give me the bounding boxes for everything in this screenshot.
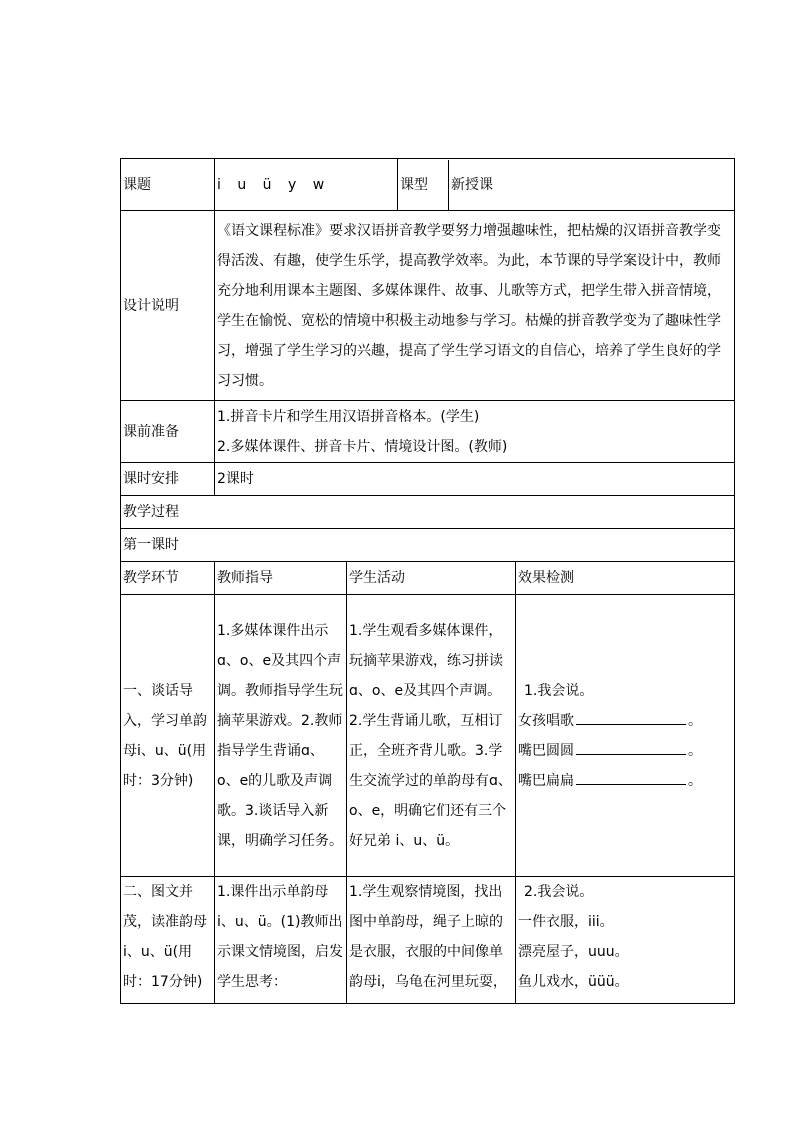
lesson-title-row	[121, 529, 735, 562]
type-cell	[398, 159, 735, 211]
topic-label: 课题	[121, 159, 215, 211]
check-cell	[516, 877, 735, 1004]
student-cell: 1.学生观看多媒体课件，玩摘苹果游戏，练习拼读ɑ、o、e及其四个声调。2.学生背诵儿歌，互相订正，全班齐背儿歌。3.学生交流学过的单韵母有ɑ、o、e，明确它们还有三个好兄弟 i、u、ü。	[347, 595, 516, 877]
check-title: 2.我会说。	[524, 884, 594, 900]
table-row	[121, 595, 735, 877]
check-item: 女孩唱歌 。	[518, 706, 732, 736]
schedule-label: 课时安排	[121, 463, 215, 496]
lesson-title: 第一课时	[121, 529, 735, 562]
column-header: 学生活动	[347, 562, 516, 595]
table-row	[121, 877, 735, 1004]
prep-item: 2.多媒体课件、拼音卡片、情境设计图。(教师)	[217, 438, 508, 455]
schedule-row	[121, 463, 735, 496]
process-title-row	[121, 496, 735, 529]
column-header: 效果检测	[516, 562, 735, 595]
column-header-row	[121, 562, 735, 595]
check-item: 嘴巴扁扁 。	[518, 766, 732, 796]
check-title: 1.我会说。	[524, 682, 594, 699]
teacher-cell: 1.课件出示单韵母i、u、ü。(1)教师出示课文情境图，启发学生思考：	[215, 877, 347, 1004]
check-line: 一件衣服，iii。	[518, 914, 614, 930]
column-header: 教师指导	[215, 562, 347, 595]
check-line: 鱼儿戏水，üüü。	[518, 974, 629, 990]
design-text: 《语文课程标准》要求汉语拼音教学要努力增强趣味性，把枯燥的汉语拼音教学变得活泼、有趣，使学生乐学，提高教学效率。为此，本节课的导学案设计中，教师充分地利用课本主题图、多媒体课件、故事、儿歌等方式，把学生带入拼音情境，学生在愉悦、宽松的情境中积极主动地参与学习。枯燥的拼音教学变为了趣味性学习，增强了学生学习的兴趣，提高了学生学习语文的自信心，培养了学生良好的学习习惯。	[215, 211, 735, 401]
teacher-cell: 1.多媒体课件出示ɑ、o、e及其四个声调。教师指导学生玩摘苹果游戏。2.教师指导学生背诵ɑ、o、e的儿歌及声调歌。3.谈话导入新课，明确学习任务。	[215, 595, 347, 877]
type-value: 新授课	[451, 176, 494, 193]
prep-label: 课前准备	[121, 401, 215, 463]
stage-cell: 一、谈话导入，学习单韵母i、u、ü(用时：3分钟)	[121, 595, 215, 877]
prep-row	[121, 401, 735, 463]
topic-row	[121, 159, 735, 211]
stage-cell: 二、图文并茂，读准韵母i、u、ü(用时：17分钟)	[121, 877, 215, 1004]
prep-items	[215, 401, 735, 463]
process-title: 教学过程	[121, 496, 735, 529]
column-header: 教学环节	[121, 562, 215, 595]
type-label-inner: 课型	[398, 160, 449, 210]
design-row	[121, 211, 735, 401]
lesson-plan-table	[120, 158, 735, 1004]
check-line: 漂亮屋子，uuu。	[518, 944, 629, 960]
check-cell	[516, 595, 735, 877]
topic-value: i u ü y w	[215, 159, 398, 211]
prep-item: 1.拼音卡片和学生用汉语拼音格本。(学生)	[217, 408, 480, 425]
design-label: 设计说明	[121, 211, 215, 401]
schedule-value: 2课时	[215, 463, 735, 496]
student-cell: 1.学生观察情境图，找出图中单韵母，绳子上晾的是衣服，衣服的中间像单韵母i，乌龟在河里玩耍，	[347, 877, 516, 1004]
check-item: 嘴巴圆圆 。	[518, 736, 732, 766]
